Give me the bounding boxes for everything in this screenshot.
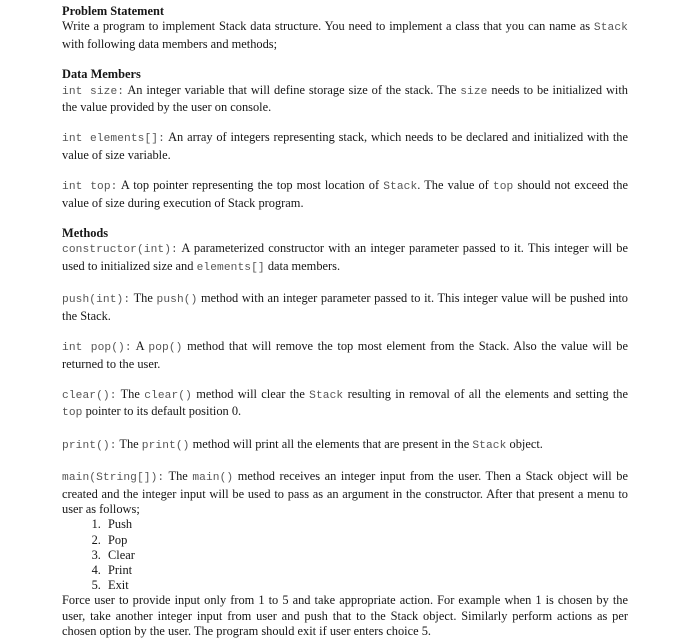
document-page bbox=[62, 4, 628, 640]
closing-paragraph: Force user to provide input only from 1 to 5 and take appropriate action. For example when 1 is chosen by the user, take another integer input from user and push that to the Stack object. Similarly perform actions as per chosen option by the user. The program should exit if user enters choice 5. bbox=[62, 593, 628, 639]
method-pop-text-a: A bbox=[135, 339, 144, 354]
method-constructor-text-a: A parameterized constructor with an integer parameter passed to it. This integer will be used to initialized size and bbox=[62, 241, 628, 273]
method-print-code-b: print() bbox=[141, 439, 190, 452]
method-push-text-a: The bbox=[133, 291, 153, 306]
member-size-code-b: size bbox=[460, 85, 488, 98]
member-elements-paragraph bbox=[62, 130, 628, 163]
method-print-code-d: Stack bbox=[472, 439, 507, 452]
member-top-code-d: top bbox=[492, 181, 514, 194]
method-main-text-c: method receives an integer input from the user. Then a Stack object will be created and the integer input will be used to pass as an argument in the constructor. After that present a menu to user as follows; bbox=[62, 469, 628, 516]
method-clear-text-g: pointer to its default position 0. bbox=[85, 404, 242, 419]
member-size-text-a: An integer variable that will define storage size of the stack. The bbox=[127, 82, 457, 97]
method-pop-text-c: method that will remove the top most element from the Stack. Also the value will be returned to the user. bbox=[62, 339, 628, 371]
intro-code-stack: Stack bbox=[593, 22, 628, 35]
intro-tail: with following data members and methods; bbox=[62, 36, 278, 51]
method-print-paragraph bbox=[62, 437, 628, 454]
method-main-code-b: main() bbox=[192, 472, 234, 485]
member-top-text-a: A top pointer representing the top most location of bbox=[120, 178, 380, 193]
method-pop-code: int pop(): bbox=[62, 342, 132, 355]
intro-text: Write a program to implement Stack data structure. You need to implement a class that you can name as bbox=[62, 19, 591, 34]
member-size-paragraph bbox=[62, 83, 628, 116]
menu-item-print: 4. Print bbox=[104, 563, 628, 578]
method-clear-paragraph bbox=[62, 387, 628, 422]
method-clear-text-c: method will clear the bbox=[196, 386, 305, 401]
method-main-paragraph bbox=[62, 469, 628, 517]
method-print-code: print(): bbox=[62, 439, 117, 452]
member-top-text-c: . The value of bbox=[417, 178, 489, 193]
member-top-code-b: Stack bbox=[383, 181, 418, 194]
method-push-text-c: method with an integer parameter passed to it. This integer value will be pushed into the Stack. bbox=[62, 291, 628, 323]
methods-heading: Methods bbox=[62, 226, 109, 241]
method-clear-text-e: resulting in removal of all the elements and setting the bbox=[347, 386, 628, 401]
method-pop-paragraph bbox=[62, 339, 628, 372]
member-size-text-c: needs to be initialized with the value provided by the user on console. bbox=[62, 82, 629, 115]
menu-item-clear: 3. Clear bbox=[104, 548, 628, 563]
problem-statement-heading: Problem Statement bbox=[62, 4, 164, 18]
method-constructor-paragraph bbox=[62, 241, 628, 276]
main-menu-list bbox=[62, 517, 628, 593]
method-print-text-a: The bbox=[119, 436, 139, 451]
method-main-code: main(String[]): bbox=[62, 472, 165, 485]
method-clear-code: clear(): bbox=[62, 389, 117, 402]
menu-item-pop: 2. Pop bbox=[104, 533, 628, 548]
member-elements-text: An array of integers representing stack, which needs to be declared and initialized with the value of size variable. bbox=[62, 130, 628, 162]
method-clear-code-d: Stack bbox=[309, 389, 344, 402]
method-push-code-b: push() bbox=[156, 294, 198, 307]
method-constructor-code-b: elements[] bbox=[196, 261, 265, 274]
method-clear-code-f: top bbox=[62, 407, 83, 420]
member-size-code: int size: bbox=[62, 85, 125, 98]
member-elements-code: int elements[]: bbox=[62, 133, 165, 146]
data-members-heading: Data Members bbox=[62, 67, 141, 82]
method-clear-text-a: The bbox=[120, 386, 140, 401]
menu-item-push: 1. Push bbox=[104, 517, 628, 532]
method-print-text-e: object. bbox=[509, 436, 543, 451]
method-constructor-text-c: data members. bbox=[267, 258, 341, 273]
method-push-code: push(int): bbox=[62, 294, 131, 307]
problem-statement-paragraph bbox=[62, 19, 628, 52]
member-top-paragraph bbox=[62, 178, 628, 211]
method-push-paragraph bbox=[62, 291, 628, 324]
method-main-text-a: The bbox=[168, 469, 188, 484]
method-print-text-c: method will print all the elements that are present in the bbox=[192, 436, 470, 451]
menu-item-exit: 5. Exit bbox=[104, 578, 628, 593]
member-top-code: int top: bbox=[62, 181, 118, 194]
method-clear-code-b: clear() bbox=[144, 389, 192, 402]
method-constructor-code: constructor(int): bbox=[62, 244, 178, 257]
method-pop-code-b: pop() bbox=[148, 342, 183, 355]
member-top-text-e: should not exceed the value of size during execution of Stack program. bbox=[62, 178, 629, 210]
